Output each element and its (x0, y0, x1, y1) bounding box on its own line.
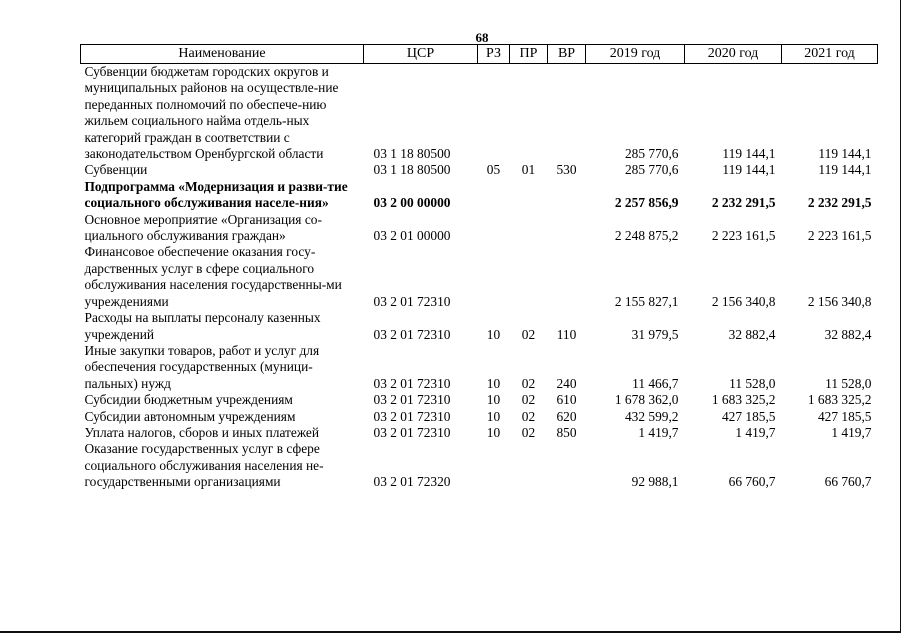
cell-pr: 02 (521, 408, 536, 424)
table-row (81, 441, 878, 490)
cell-vr (548, 64, 586, 163)
cell-name: Уплата налогов, сборов и иных платежей (84, 424, 320, 440)
cell-rz (478, 212, 510, 245)
cell-rz: 05 (486, 162, 501, 178)
cell-rz (478, 244, 510, 310)
cell-name: Оказание государственных услуг в сфере социального обслуживания населения не-государственными организациями (84, 441, 324, 490)
cell-2021: 2 232 291,5 (807, 195, 872, 211)
cell-name: Основное мероприятие «Организация со-циального обслуживания граждан» (84, 211, 322, 244)
cell-2021: 32 882,4 (824, 326, 872, 342)
cell-vr (548, 212, 586, 245)
header-vr: ВР (548, 45, 586, 64)
cell-2021: 1 683 325,2 (807, 392, 872, 408)
cell-pr (510, 212, 548, 245)
cell-2019: 11 466,7 (632, 375, 679, 391)
header-name: Наименование (81, 45, 364, 64)
cell-name: Финансовое обеспечение оказания госу-дарственных услуг в сфере социального обслуживания населения государственны-ми учреждениями (84, 244, 342, 309)
cell-rz: 10 (486, 375, 501, 391)
cell-rz: 10 (486, 326, 501, 342)
page-border-bottom (0, 631, 901, 633)
cell-pr: 02 (521, 375, 536, 391)
cell-2021: 1 419,7 (831, 424, 872, 440)
cell-pr: 02 (521, 424, 536, 440)
table-row (81, 64, 878, 163)
page-border-right (900, 0, 901, 632)
cell-2020: 2 156 340,8 (711, 293, 776, 309)
cell-2020: 1 419,7 (735, 424, 776, 440)
cell-csr: 03 2 01 72310 (373, 424, 451, 440)
cell-pr (510, 441, 548, 490)
table-row (81, 425, 878, 441)
cell-csr: 03 2 01 72310 (373, 293, 451, 309)
cell-2021: 66 760,7 (824, 474, 872, 490)
cell-name: Расходы на выплаты персоналу казенных учреждений (84, 310, 321, 342)
cell-name: Субсидии бюджетным учреждениям (84, 392, 293, 408)
cell-csr: 03 2 01 72320 (373, 474, 451, 490)
cell-2020: 66 760,7 (728, 474, 776, 490)
cell-2019: 285 770,6 (624, 162, 679, 178)
header-2021: 2021 год (782, 45, 878, 64)
cell-pr (510, 64, 548, 163)
cell-csr: 03 2 01 72310 (373, 392, 451, 408)
cell-name: Субсидии автономным учреждениям (84, 408, 296, 424)
cell-vr (548, 244, 586, 310)
cell-pr (510, 179, 548, 212)
cell-rz: 10 (486, 408, 501, 424)
cell-name: Субвенции (84, 162, 148, 178)
header-2019: 2019 год (586, 45, 685, 64)
cell-2021: 2 156 340,8 (807, 293, 872, 309)
cell-vr (548, 179, 586, 212)
cell-2020: 11 528,0 (729, 375, 776, 391)
cell-2021: 427 185,5 (817, 408, 872, 424)
table-row (81, 244, 878, 310)
cell-name: Подпрограмма «Модернизация и разви-тие социального обслуживания населе-ния» (84, 178, 348, 211)
cell-2021: 2 223 161,5 (807, 228, 872, 244)
table-row (81, 310, 878, 343)
cell-vr: 850 (556, 424, 577, 440)
cell-rz (478, 179, 510, 212)
cell-2019: 1 678 362,0 (614, 392, 679, 408)
cell-2019: 31 979,5 (631, 326, 679, 342)
page-number: 68 (475, 30, 489, 45)
cell-csr: 03 1 18 80500 (373, 162, 451, 178)
header-pr: ПР (510, 45, 548, 64)
cell-rz (478, 441, 510, 490)
cell-pr: 02 (521, 326, 536, 342)
cell-2020: 119 144,1 (722, 162, 776, 178)
cell-csr: 03 2 01 00000 (373, 228, 451, 244)
cell-vr: 620 (556, 408, 577, 424)
cell-2020: 2 232 291,5 (711, 195, 776, 211)
cell-2021: 11 528,0 (825, 375, 872, 391)
cell-2019: 2 248 875,2 (614, 228, 679, 244)
cell-2019: 1 419,7 (638, 424, 679, 440)
cell-csr: 03 2 01 72310 (373, 375, 451, 391)
cell-2019: 2 155 827,1 (614, 293, 679, 309)
cell-rz: 10 (486, 424, 501, 440)
table-row (81, 409, 878, 425)
cell-pr: 01 (521, 162, 536, 178)
cell-vr (548, 441, 586, 490)
table-row (81, 162, 878, 178)
table-row (81, 179, 878, 212)
cell-rz (478, 64, 510, 163)
cell-2020: 2 223 161,5 (711, 228, 776, 244)
cell-pr (510, 244, 548, 310)
cell-2020: 32 882,4 (728, 326, 776, 342)
header-csr: ЦСР (364, 45, 478, 64)
cell-2019: 285 770,6 (624, 146, 679, 162)
budget-table (80, 44, 878, 491)
cell-2020: 427 185,5 (721, 408, 776, 424)
cell-pr: 02 (521, 392, 536, 408)
cell-2020: 1 683 325,2 (711, 392, 776, 408)
cell-2021: 119 144,1 (818, 146, 872, 162)
cell-csr: 03 2 01 72310 (373, 408, 451, 424)
cell-vr: 530 (556, 162, 577, 178)
table-row (81, 343, 878, 392)
cell-2019: 432 599,2 (624, 408, 679, 424)
cell-csr: 03 2 01 72310 (373, 326, 451, 342)
cell-vr: 110 (556, 326, 577, 342)
cell-csr: 03 1 18 80500 (373, 146, 451, 162)
cell-vr: 610 (556, 392, 577, 408)
table-row (81, 212, 878, 245)
cell-name: Иные закупки товаров, работ и услуг для обеспечения государственных (муници-пальных) нужд (84, 342, 320, 391)
header-row (81, 45, 878, 64)
table-row (81, 392, 878, 408)
cell-rz: 10 (486, 392, 501, 408)
cell-csr: 03 2 00 00000 (373, 195, 451, 211)
cell-2021: 119 144,1 (818, 162, 872, 178)
cell-2019: 2 257 856,9 (614, 195, 679, 211)
cell-2020: 119 144,1 (722, 146, 776, 162)
cell-2019: 92 988,1 (631, 474, 679, 490)
header-2020: 2020 год (685, 45, 782, 64)
cell-vr: 240 (556, 375, 577, 391)
header-rz: РЗ (478, 45, 510, 64)
cell-name: Субвенции бюджетам городских округов и муниципальных районов на осуществле-ние переданных полномочий по обеспече-нию жильем социального найма отдель-ных категорий граждан в соответствии с законодательством Оренбургской области (84, 64, 339, 162)
